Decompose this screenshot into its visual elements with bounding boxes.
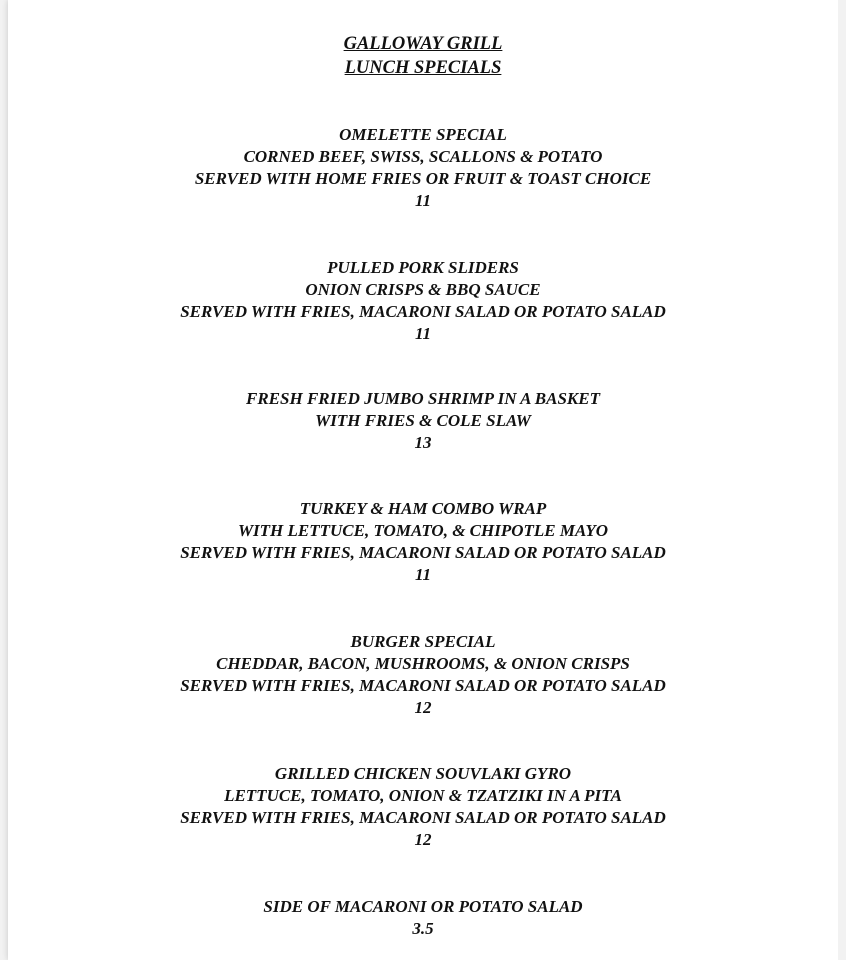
special-description: WITH FRIES & COLE SLAW	[315, 411, 531, 430]
special-name: TURKEY & HAM COMBO WRAP	[299, 499, 547, 518]
special-price: 3.5	[412, 919, 434, 938]
special-name: PULLED PORK SLIDERS	[327, 258, 519, 277]
restaurant-name: GALLOWAY GRILL	[343, 34, 503, 54]
special-price: 12	[414, 830, 432, 849]
special-description: CORNED BEEF, SWISS, SCALLONS & POTATO	[243, 147, 603, 166]
special-name: FRESH FRIED JUMBO SHRIMP IN A BASKET	[246, 389, 600, 408]
special-burger	[0, 631, 846, 719]
special-name: OMELETTE SPECIAL	[339, 125, 507, 144]
special-served-with: SERVED WITH FRIES, MACARONI SALAD OR POTATO SALAD	[180, 808, 666, 827]
special-served-with: SERVED WITH HOME FRIES OR FRUIT & TOAST CHOICE	[194, 169, 652, 188]
special-served-with: SERVED WITH FRIES, MACARONI SALAD OR POTATO SALAD	[180, 302, 666, 321]
special-name: GRILLED CHICKEN SOUVLAKI GYRO	[274, 764, 572, 783]
special-price: 13	[414, 433, 432, 452]
special-omelette	[0, 124, 846, 212]
special-price: 11	[414, 324, 432, 343]
special-price: 12	[414, 698, 432, 717]
special-souvlaki-gyro	[0, 763, 846, 851]
special-price: 11	[414, 191, 432, 210]
special-description: ONION CRISPS & BBQ SAUCE	[305, 280, 541, 299]
special-pulled-pork-sliders	[0, 257, 846, 345]
special-jumbo-shrimp	[0, 388, 846, 454]
special-served-with: SERVED WITH FRIES, MACARONI SALAD OR POTATO SALAD	[180, 676, 666, 695]
special-name: BURGER SPECIAL	[350, 632, 496, 651]
special-turkey-ham-wrap	[0, 498, 846, 586]
special-description: LETTUCE, TOMATO, ONION & TZATZIKI IN A PITA	[224, 786, 622, 805]
special-price: 11	[414, 565, 432, 584]
menu-title: LUNCH SPECIALS	[344, 58, 502, 78]
special-description: WITH LETTUCE, TOMATO, & CHIPOTLE MAYO	[237, 521, 609, 540]
special-name: SIDE OF MACARONI OR POTATO SALAD	[263, 897, 583, 916]
side-salad	[0, 896, 846, 940]
special-served-with: SERVED WITH FRIES, MACARONI SALAD OR POTATO SALAD	[180, 543, 666, 562]
menu-header	[0, 32, 846, 80]
special-description: CHEDDAR, BACON, MUSHROOMS, & ONION CRISPS	[216, 654, 630, 673]
